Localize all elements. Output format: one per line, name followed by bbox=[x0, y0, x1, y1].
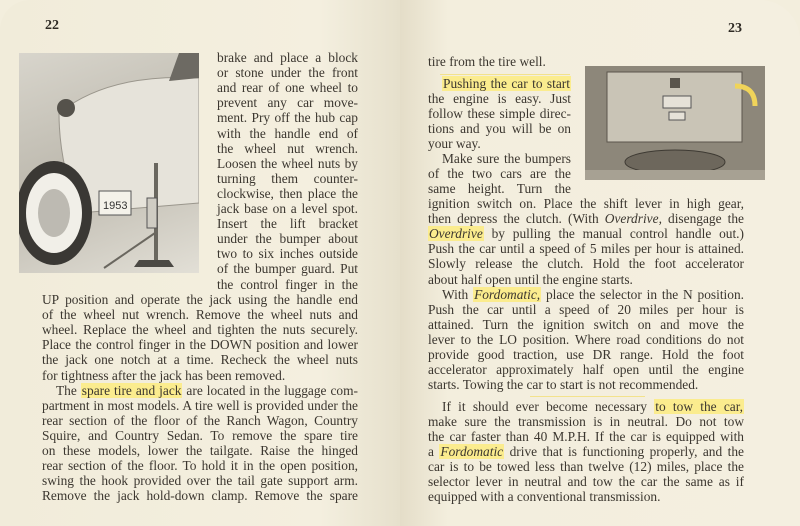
text-span: wheel. Replace the wheel and tighten the nuts securely. bbox=[42, 322, 358, 338]
text-span: ment. Pry off the hub cap bbox=[217, 110, 358, 126]
text-span: of the two cars are the bbox=[428, 166, 571, 181]
text-line bbox=[428, 377, 744, 392]
text-line bbox=[217, 171, 358, 186]
text-line bbox=[428, 226, 744, 241]
text-line bbox=[428, 106, 571, 121]
text-span: Remove the jack hold-down clamp. Remove the spare bbox=[42, 488, 358, 504]
text-line bbox=[428, 317, 744, 332]
text-span: of the wheel nut wrench. Remove the wheel nuts and bbox=[42, 307, 358, 323]
text-span: UP position and operate the jack using the handle end bbox=[42, 292, 358, 307]
text-span: the jack one notch at a time. Recheck the wheel nuts bbox=[42, 352, 358, 368]
highlighted-text: spare tire and jack bbox=[81, 382, 182, 398]
text-line bbox=[42, 398, 358, 413]
text-span: then depress the clutch. (With bbox=[428, 211, 605, 227]
text-line bbox=[42, 428, 358, 443]
text-span: place the selector in the N position. bbox=[541, 286, 745, 302]
text-line bbox=[217, 246, 358, 261]
text-span: Slowly release the clutch. Hold the foot accelerator bbox=[428, 256, 744, 272]
text-span: are located in the luggage com- bbox=[182, 382, 358, 398]
text-span: rear section of the floor of the Ranch Wagon, Country bbox=[42, 412, 358, 428]
text-line bbox=[428, 136, 571, 151]
text-span: provide good traction, use DR range. Hold the foot bbox=[428, 347, 744, 362]
text-line bbox=[442, 399, 744, 414]
text-line bbox=[56, 383, 358, 398]
text-line bbox=[217, 261, 358, 276]
text-line bbox=[428, 54, 571, 69]
text-line bbox=[217, 50, 358, 65]
text-span: selector lever in neutral and tow the car the same as if bbox=[428, 474, 744, 489]
highlighted-text: to tow the car, bbox=[655, 399, 743, 414]
text-span: ignition switch on. Place the shift lever in high gear, bbox=[428, 196, 744, 211]
page-number: 23 bbox=[728, 21, 742, 36]
text-span: or stone under the front bbox=[217, 65, 358, 81]
text-span: with the handle end of bbox=[217, 125, 358, 141]
text-span: and rear of one wheel to bbox=[217, 80, 358, 96]
text-span: jack base on a level spot. bbox=[217, 201, 358, 216]
text-span: disengage the bbox=[661, 211, 744, 227]
text-span: for tightness after the jack has been removed. bbox=[42, 367, 286, 383]
text-span: Overdrive, bbox=[604, 211, 662, 227]
text-line bbox=[428, 444, 744, 459]
text-line bbox=[428, 489, 744, 504]
text-line bbox=[42, 352, 358, 367]
text-line bbox=[428, 459, 744, 474]
text-line bbox=[442, 76, 571, 91]
page-number: 22 bbox=[45, 18, 59, 33]
text-line bbox=[42, 458, 358, 473]
highlighted-text: Fordomatic, bbox=[474, 286, 541, 302]
text-span: accelerator approximately half open until the engine bbox=[428, 362, 744, 378]
text-line bbox=[217, 141, 358, 156]
text-span: swing the hook provided over the tail gate support arm. bbox=[42, 473, 358, 489]
text-line bbox=[42, 322, 358, 337]
text-line bbox=[428, 211, 744, 226]
text-line bbox=[428, 474, 744, 489]
text-span: your way. bbox=[428, 136, 481, 151]
text-line bbox=[42, 413, 358, 428]
text-span: tions and you will be on bbox=[428, 121, 571, 136]
text-span: Push the car until a speed of 5 miles per hour is attained. bbox=[428, 241, 744, 257]
text-span: Make sure the bumpers bbox=[442, 151, 571, 166]
text-line bbox=[217, 216, 358, 231]
text-line bbox=[42, 443, 358, 458]
text-span: The bbox=[56, 382, 81, 398]
text-line bbox=[217, 277, 358, 292]
text-line bbox=[428, 121, 571, 136]
text-line bbox=[42, 292, 358, 307]
text-span: rear section of the floor. To hold it in the open position, bbox=[42, 458, 358, 474]
text-span: clockwise, then place the bbox=[217, 185, 358, 201]
text-line bbox=[217, 80, 358, 95]
text-line bbox=[42, 473, 358, 488]
text-line bbox=[217, 95, 358, 110]
text-span: make sure the transmission is in neutral. Do not tow bbox=[428, 414, 744, 429]
text-line bbox=[428, 196, 744, 211]
text-line bbox=[428, 347, 744, 362]
highlighted-text: Overdrive bbox=[429, 226, 483, 242]
text-line bbox=[42, 488, 358, 503]
text-line bbox=[428, 256, 744, 271]
text-line bbox=[428, 91, 571, 106]
license-plate: 1953 bbox=[103, 200, 128, 212]
text-span: the car faster than 40 M.P.H. If the car is equipped with bbox=[428, 429, 744, 444]
text-line bbox=[428, 429, 744, 444]
text-line bbox=[442, 287, 744, 302]
text-span: turning them counter- bbox=[217, 170, 358, 186]
text-span: about half open until the engine starts. bbox=[428, 271, 633, 287]
text-span: a bbox=[428, 444, 440, 459]
text-span: If it should ever become necessary bbox=[442, 399, 655, 414]
text-span: attained. Turn the ignition switch on and move the bbox=[428, 316, 744, 332]
text-span: under the bumper about bbox=[217, 231, 358, 247]
highlighted-text: Pushing the car to start bbox=[443, 76, 570, 91]
text-line bbox=[217, 231, 358, 246]
text-line bbox=[217, 186, 358, 201]
text-span: two to six inches outside bbox=[217, 246, 358, 262]
text-span: the control finger in the bbox=[217, 276, 358, 292]
text-span: starts. Towing the car to start is not recommended. bbox=[428, 377, 699, 393]
text-line bbox=[428, 332, 744, 347]
text-span: drive that is functioning properly, and the bbox=[504, 444, 744, 459]
text-line bbox=[428, 181, 571, 196]
text-span: Place the control finger in the DOWN position and lower bbox=[42, 337, 358, 353]
text-line bbox=[42, 337, 358, 352]
text-span: Loosen the wheel nuts by bbox=[217, 155, 358, 171]
text-line bbox=[217, 110, 358, 125]
text-line bbox=[428, 166, 571, 181]
text-span: Squire, and Country Sedan. To remove the spare tire bbox=[42, 427, 358, 443]
text-span: Push the car until a speed of 20 miles per hour is bbox=[428, 301, 744, 317]
text-span: by pulling the manual control handle out.) bbox=[483, 226, 744, 242]
text-line bbox=[428, 272, 744, 287]
text-span: lever to the LO position. Where road conditions do not bbox=[428, 331, 744, 347]
text-line bbox=[428, 302, 744, 317]
text-line bbox=[42, 368, 358, 383]
text-line bbox=[217, 156, 358, 171]
text-span: With bbox=[442, 286, 474, 302]
text-span: of the bumper guard. Put bbox=[217, 261, 358, 277]
text-line bbox=[217, 201, 358, 216]
text-span: car is to be towed less than twelve (12) miles, place the bbox=[428, 459, 744, 474]
text-line bbox=[442, 151, 571, 166]
text-span: tire from the tire well. bbox=[428, 54, 546, 69]
text-span: follow these simple direc- bbox=[428, 106, 571, 121]
text-span: partment in most models. A tire well is provided under the bbox=[42, 397, 358, 413]
text-line bbox=[428, 241, 744, 256]
text-span: equipped with a conventional transmission. bbox=[428, 489, 661, 504]
text-span: the engine is easy. Just bbox=[428, 91, 571, 106]
highlighted-text: Fordomatic bbox=[440, 444, 504, 459]
text-span: the wheel nut wrench. bbox=[217, 140, 358, 156]
text-line bbox=[428, 414, 744, 429]
text-line bbox=[42, 307, 358, 322]
text-line bbox=[217, 126, 358, 141]
text-line bbox=[428, 362, 744, 377]
luggage-compartment-photo bbox=[585, 66, 765, 180]
text-span: Insert the lift bracket bbox=[217, 216, 358, 232]
car-jack-photo bbox=[19, 53, 199, 273]
text-line bbox=[217, 65, 358, 80]
text-span: same height. Turn the bbox=[428, 181, 571, 196]
text-span: prevent any car move- bbox=[217, 95, 358, 111]
text-span: brake and place a block bbox=[217, 50, 358, 65]
text-span: on these models, lower the tailgate. Raise the hinged bbox=[42, 443, 358, 458]
